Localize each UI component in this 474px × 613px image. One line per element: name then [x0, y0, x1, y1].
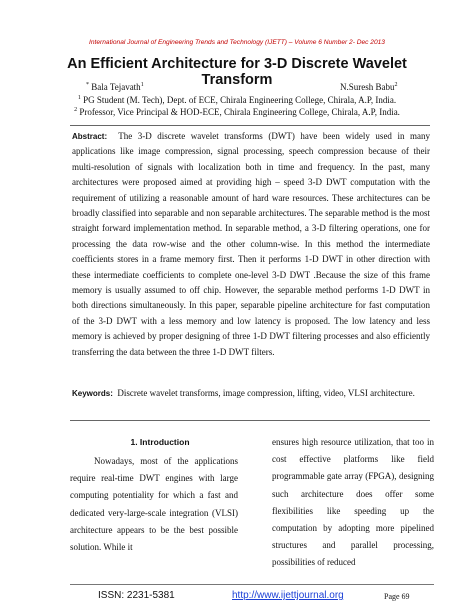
keywords-label: Keywords:: [72, 389, 113, 398]
intro-left-text: Nowadays, most of the applications require real-time DWT engines with large computing potentiality for which a fast and dedicated very-large-scale integration (VLSI) architecture appears to be the best possible solution. While it: [70, 456, 238, 553]
footer-rule: [70, 584, 434, 585]
affiliation-2-sup: 2: [74, 107, 78, 113]
affiliation-2-text: Professor, Vice Principal & HOD-ECE, Chirala Engineering College, Chirala, A.P, India.: [79, 107, 400, 117]
author-2: [340, 82, 398, 92]
keywords-text: Discrete wavelet transforms, image compression, lifting, video, VLSI architecture.: [117, 388, 415, 398]
affiliation-2: [0, 107, 474, 117]
abstract-text: The 3-D discrete wavelet transforms (DWT) have been widely used in many applications like image compression, signal processing, speech compression because of their multi-resolution of signals with localization both in time and frequency. In the past, many architectures were proposed aimed at providing high – speed 3-D DWT computation with the requirement of utilizing a reasonable amount of hard ware resources. These architectures can be broadly classified into separable and non separable architectures. The separable method is the most straight forward implementation method. In separable method, a 3-D filtering operations, one for processing the data row-wise and the other column-wise. In this method the intermediate coefficients stores in a frame memory first. Then it performs 1-D DWT in other direction with these intermediate coefficients to complete one-level 3-D DWT .Because the size of this frame memory is usually assumed to off chip. However, the separable method performs 1-D DWT in both directions simultaneously. In this paper, separable pipeline architecture for fast computation of the 3-D DWT with a less memory and low latency is proposed. The low latency and less memory is achieved by proper designing of three 1-D DWT filtering processes and also efficiently transferring the data between the three 1-D DWT filters.: [72, 131, 431, 357]
page-number: Page 69: [384, 592, 410, 601]
journal-link[interactable]: http://www.ijettjournal.org: [232, 590, 344, 601]
affiliation-1: [0, 95, 474, 105]
left-column: [70, 434, 238, 556]
abstract-label: Abstract:: [72, 132, 108, 141]
author-1-mark: *: [86, 82, 89, 88]
intro-right-text: ensures high resource utilization, that too in cost effective platforms like field programmable gate array (FPGA), designing such architecture does offer some flexibilities like speeding up the computation by adopting more pipelined structures and parallel processing, possibilities of reduced: [272, 437, 434, 568]
author-2-name: N.Suresh Babu: [340, 82, 395, 92]
affiliation-1-sup: 1: [77, 95, 81, 101]
abstract-block: [72, 129, 430, 360]
affiliation-1-text: PG Student (M. Tech), Dept. of ECE, Chirala Engineering College, Chirala, A.P, India.: [83, 95, 397, 105]
author-1-name: Bala Tejavath: [91, 82, 141, 92]
abstract-bottom-rule: [70, 420, 430, 421]
right-column: [272, 434, 434, 572]
footer-issn: ISSN: 2231-5381: [98, 590, 175, 601]
author-1-sup: 1: [140, 82, 144, 88]
journal-header: International Journal of Engineering Trends and Technology (IJETT) – Volume 6 Number 2- Dec 2013: [89, 39, 385, 46]
abstract-top-rule: [70, 125, 430, 126]
keywords-block: [72, 386, 430, 401]
author-2-sup: 2: [394, 82, 398, 88]
paper-title: An Efficient Architecture for 3-D Discrete Wavelet Transform: [67, 56, 407, 88]
section-heading: 1. Introduction: [130, 437, 190, 447]
author-1: [86, 82, 144, 92]
